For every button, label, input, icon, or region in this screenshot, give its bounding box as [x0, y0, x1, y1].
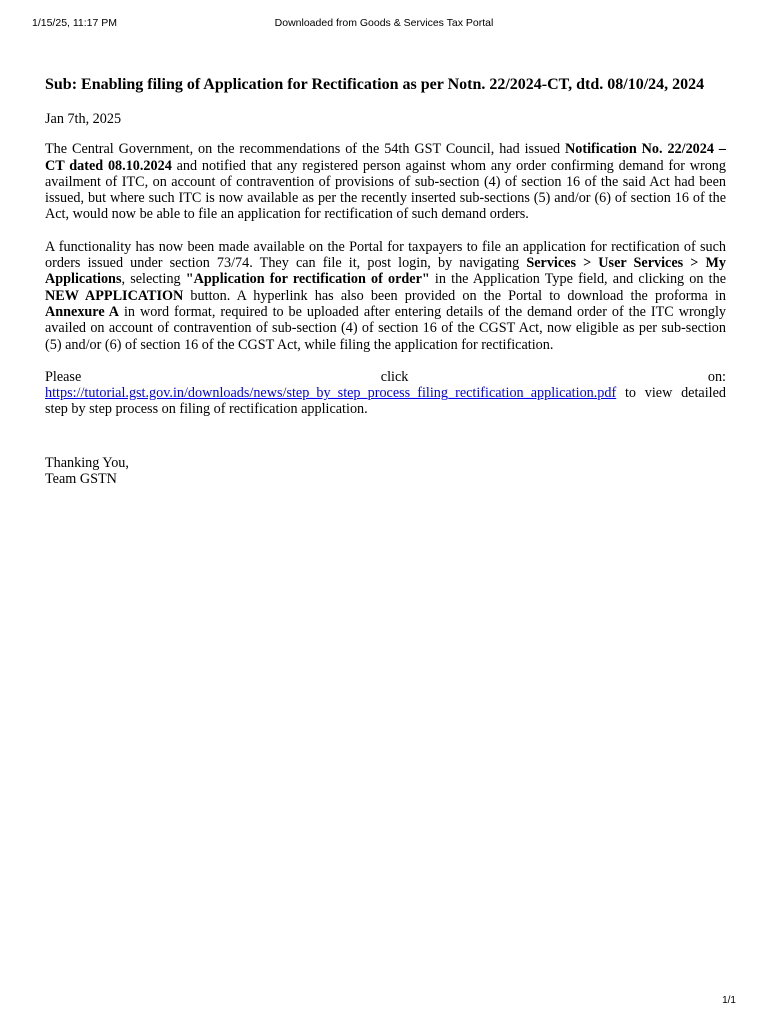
- signoff-team: Team GSTN: [45, 471, 117, 488]
- para2-text-3: in the Application Type field, and clicking on the: [429, 271, 726, 288]
- signoff: [45, 455, 726, 488]
- subject-heading: Sub: Enabling filing of Application for Rectification as per Notn. 22/2024-CT, dtd. 08/10/24, 2024: [45, 76, 705, 93]
- document-body: [45, 66, 726, 487]
- link-line: [45, 385, 726, 418]
- print-source-title: Downloaded from Goods & Services Tax Portal: [274, 17, 494, 29]
- print-timestamp: 1/15/25, 11:17 PM: [32, 17, 118, 29]
- para2-text-5: in word format, required to be uploaded after entering details of the demand order of the ITC wrongly availed on account of contravention of sub-section (4) of section 16 of the CGST Act, now eligible as per sub-section (5) and/or (6) of section 16 of the CGST Act, while filing the application for rectification.: [45, 303, 726, 353]
- para2-text-1: A functionality has now been made available on the Portal for taxpayers to file an application for rectification of such orders issued under section 73/74. They can file it, post login, by navigating: [45, 238, 726, 272]
- new-application-button-name: NEW APPLICATION: [45, 287, 184, 304]
- para1-text-2: and notified that any registered person against whom any order confirming demand for wrong availment of ITC, on account of contravention of provisions of sub-section (4) of section 16 of the said Act had been issued, but where such ITC is now available as per the recently inserted sub-sections (5) and/or (6) of section 16 of the Act, would now be able to file an application for rectification of such demand orders.: [45, 157, 726, 223]
- para2-text-2: , selecting: [121, 271, 186, 288]
- annexure-reference: Annexure A: [45, 303, 120, 320]
- click-word-click: click: [380, 368, 409, 385]
- click-line: [45, 369, 726, 385]
- paragraph-tutorial-link: [45, 369, 726, 418]
- paragraph-functionality: [45, 239, 726, 353]
- tutorial-link[interactable]: https://tutorial.gst.gov.in/downloads/news/step_by_step_process_filing_rectification_application.pdf: [45, 385, 617, 402]
- paragraph-notification: [45, 141, 726, 222]
- print-header: [0, 17, 768, 31]
- signoff-greeting: Thanking You,: [45, 454, 129, 471]
- document-date: Jan 7th, 2025: [45, 111, 122, 127]
- navigation-path: Services > User Services > My Applications: [45, 255, 727, 288]
- para1-text-1: The Central Government, on the recommendations of the 54th GST Council, had issued: [45, 141, 566, 158]
- notification-reference: Notification No. 22/2024 – CT dated 08.10.2024: [45, 141, 726, 174]
- click-word-on: on:: [707, 368, 726, 385]
- click-word-please: Please: [45, 368, 82, 385]
- para3-text: to view detailed step by step process on filing of rectification application.: [45, 385, 726, 418]
- application-type-name: "Application for rectification of order": [185, 271, 430, 288]
- para2-text-4: button. A hyperlink has also been provided on the Portal to download the proforma in: [183, 287, 726, 304]
- page-number: 1/1: [722, 995, 736, 1006]
